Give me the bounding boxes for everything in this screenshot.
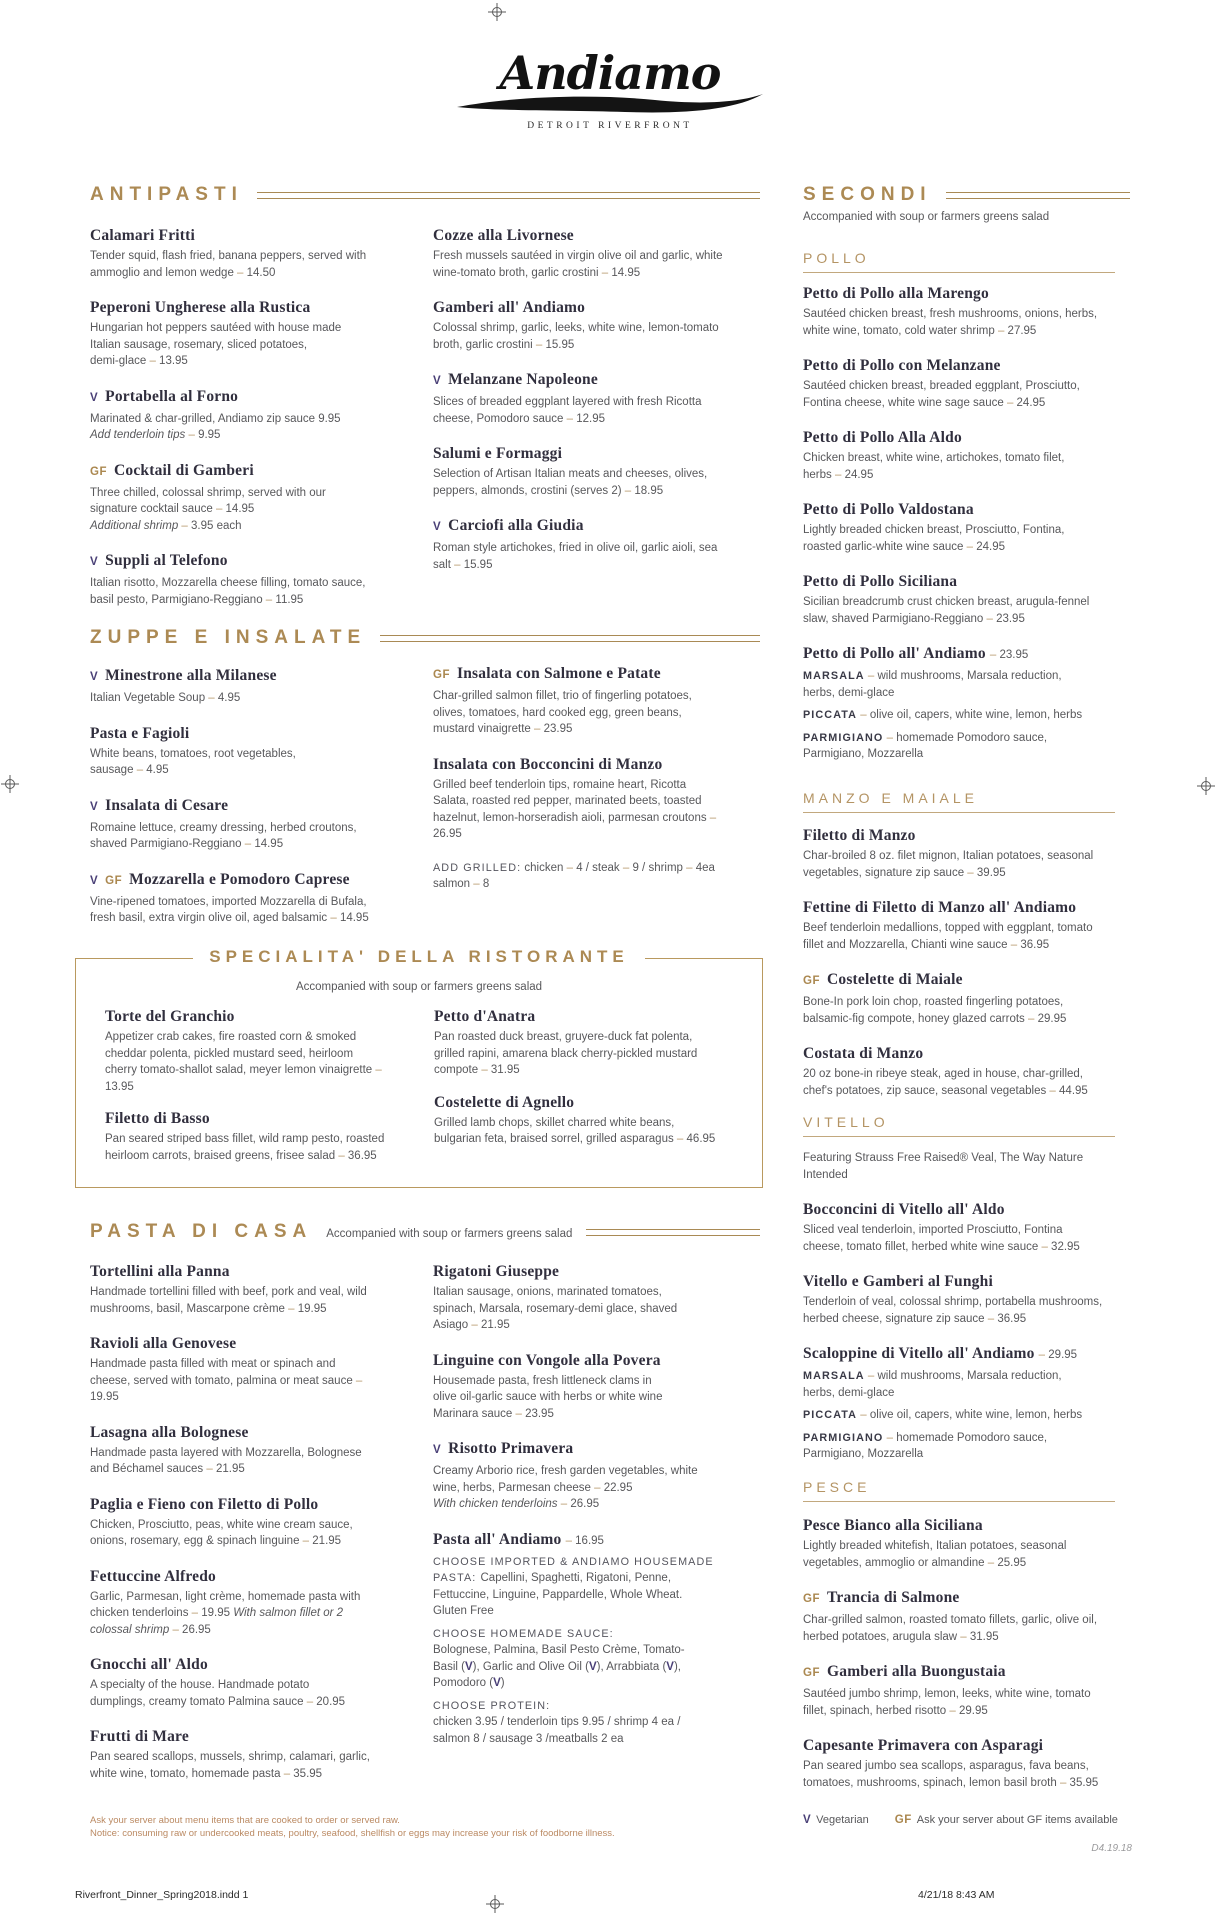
item-desc-line: 13.95: [105, 1080, 134, 1093]
registration-mark-left: [1, 775, 19, 793]
item-desc-line: mustard vinaigrette – 23.95: [433, 723, 573, 735]
menu-item: [105, 1007, 427, 1095]
item-desc-line: With chicken tenderloins – 26.95: [433, 1498, 600, 1510]
item-desc-line: Sautéed chicken breast, fresh mushrooms, onions, herbs,: [803, 308, 1098, 320]
item-desc-line: wine-tomato broth, garlic crostini – 14.95: [433, 266, 641, 279]
item-desc-line: tomatoes, mushrooms, spinach, lemon basil broth – 35.95: [803, 1776, 1099, 1789]
item-name: Calamari Fritti: [90, 227, 196, 244]
pasta-items-left: [90, 1262, 425, 1799]
item-desc-line: shaved Parmigiano-Reggiano – 14.95: [90, 838, 284, 850]
item-desc-line: heirloom carrots, braised greens, frisee salad – 36.95: [105, 1149, 377, 1162]
item-name: Capesante Primavera con Asparagi: [803, 1737, 1044, 1754]
section-rule: [586, 1229, 760, 1236]
footer-notice-line1: Ask your server about menu items that are cooked to order or served raw.: [90, 1815, 400, 1826]
item-name: Petto di Pollo all' Andiamo – 23.95: [803, 645, 1029, 662]
menu-item: [803, 1516, 1138, 1571]
item-desc-line: Handmade pasta filled with meat or spinach and: [90, 1358, 336, 1370]
vegetarian-marker: V: [803, 1814, 812, 1826]
item-name: GF Insalata con Salmone e Patate: [433, 665, 661, 682]
item-desc-line: cheese, tomato fillet, herbed white wine sauce – 32.95: [803, 1240, 1080, 1253]
item-desc-line: Appetizer crab cakes, fire roasted corn & smoked: [105, 1031, 357, 1043]
item-price: – 23.95: [989, 649, 1029, 661]
item-desc-line: PARMIGIANO – homemade Pomodoro sauce,: [803, 1431, 1048, 1444]
menu-item: [803, 284, 1138, 339]
subsection-header-vitello: VITELLO: [803, 1114, 1115, 1137]
item-desc-line: olives, tomatoes, hard cooked egg, green beans,: [433, 706, 682, 719]
menu-version-note: D4.19.18: [1091, 1843, 1132, 1854]
item-desc-line: 20 oz bone-in ribeye steak, aged in house, char-grilled,: [803, 1068, 1084, 1080]
item-desc-line: onions, rosemary, egg & spinach linguine – 21.95: [90, 1535, 342, 1547]
item-desc-line: wine, herbs, Parmesan cheese – 22.95: [433, 1481, 633, 1494]
item-desc-line: chicken 3.95 / tenderloin tips 9.95 / shrimp 4 ea /: [433, 1716, 681, 1728]
menu-item: [803, 826, 1138, 881]
menu-item: [433, 298, 768, 353]
menu-item: [803, 644, 1138, 763]
item-name: V Carciofi alla Giudia: [433, 517, 584, 534]
menu-item: [434, 1093, 756, 1148]
gluten-free-marker: GF: [803, 1667, 820, 1679]
item-desc-line: Pan seared scallops, mussels, shrimp, calamari, garlic,: [90, 1751, 370, 1763]
item-desc-line: Fettuccine, Linguine, Pappardelle, Whole Wheat.: [433, 1588, 683, 1601]
item-desc-line: MARSALA – wild mushrooms, Marsala reduction,: [803, 1370, 1062, 1382]
menu-item: [90, 551, 425, 608]
antipasti-items-left: [90, 226, 425, 625]
item-desc-line: Basil (V), Garlic and Olive Oil (V), Arrabbiata (V),: [433, 1660, 681, 1673]
item-name: Paglia e Fieno con Filetto di Pollo: [90, 1495, 319, 1513]
menu-item: [433, 516, 768, 573]
item-desc-line: Gluten Free: [433, 1605, 494, 1617]
item-name: V Insalata di Cesare: [90, 796, 229, 814]
item-name: Cozze alla Livornese: [433, 227, 574, 244]
item-name: Salumi e Formaggi: [433, 445, 563, 462]
menu-item: [433, 755, 768, 843]
item-desc-line: Beef tenderloin medallions, topped with eggplant, tomato: [803, 922, 1093, 934]
item-desc-line: Pomodoro (V): [433, 1677, 505, 1689]
subsection-header-manzo: MANZO E MAIALE: [803, 790, 1115, 813]
item-desc-line: Sautéed jumbo shrimp, lemon, leeks, white wine, tomato: [803, 1688, 1091, 1700]
item-name: GF Trancia di Salmone: [803, 1589, 960, 1606]
secondi-note: Accompanied with soup or farmers greens salad: [803, 211, 1050, 223]
item-name: Fettine di Filetto di Manzo all' Andiamo: [803, 899, 1077, 916]
item-name: Costata di Manzo: [803, 1045, 924, 1062]
item-name: Tortellini alla Panna: [90, 1263, 230, 1280]
item-desc-line: Salata, roasted red pepper, marinated beets, toasted: [433, 795, 702, 807]
item-desc-line: slaw, shaved Parmigiano-Reggiano – 23.95: [803, 612, 1025, 625]
item-desc-line: Bolognese, Palmina, Basil Pesto Crème, Tomato-: [433, 1644, 685, 1656]
vegetarian-marker: V: [90, 874, 99, 887]
item-desc-line: 19.95: [90, 1391, 119, 1403]
item-name: Petto di Pollo Alla Aldo: [803, 429, 962, 446]
zuppe-items-left: [90, 666, 425, 944]
item-desc-line: vegetables, signature zip sauce – 39.95: [803, 866, 1006, 879]
item-desc-line: salmon – 8: [433, 878, 490, 890]
menu-item: [433, 1530, 768, 1748]
menu-item: [803, 1736, 1138, 1791]
section-header-antipasti: [90, 184, 760, 206]
section-header-specialita: [76, 947, 762, 967]
menu-item: [803, 572, 1138, 627]
item-name: V GF Mozzarella e Pomodoro Caprese: [90, 870, 350, 888]
menu-item: [433, 1262, 768, 1334]
item-desc-line: mushrooms, basil, Mascarpone crème – 19.95: [90, 1302, 327, 1315]
item-name: Scaloppine di Vitello all' Andiamo – 29.95: [803, 1345, 1078, 1362]
item-name: Ravioli alla Genovese: [90, 1335, 237, 1352]
menu-item: [803, 428, 1138, 483]
item-desc-line: peppers, almonds, crostini (serves 2) – 18.95: [433, 484, 664, 497]
footer-legend: [803, 1814, 1118, 1826]
item-desc-line: herbed potatoes, arugula slaw – 31.95: [803, 1630, 999, 1643]
item-name: Petto di Pollo alla Marengo: [803, 285, 989, 302]
item-desc-line: Italian Vegetable Soup – 4.95: [90, 692, 241, 704]
menu-item: [105, 1109, 427, 1164]
item-desc-line: white wine, tomato, homemade pasta – 35.95: [90, 1767, 323, 1780]
menu-item: [803, 1272, 1138, 1327]
item-desc-line: herbs, demi-glace: [803, 686, 895, 699]
item-name: Lasagna alla Bolognese: [90, 1423, 249, 1441]
item-desc-line: Lightly breaded whitefish, Italian potatoes, seasonal: [803, 1540, 1067, 1552]
menu-item: [803, 1200, 1138, 1255]
menu-item: [90, 724, 425, 779]
item-desc-line: fillet and Mozzarella, Chianti wine sauce – 36.95: [803, 938, 1050, 951]
item-desc-line: herbs – 24.95: [803, 468, 874, 481]
item-desc-line: broth, garlic crostini – 15.95: [433, 338, 575, 351]
item-desc-line: PARMIGIANO – homemade Pomodoro sauce,: [803, 731, 1048, 744]
item-name: Filetto di Basso: [105, 1110, 210, 1127]
item-desc-line: Tenderloin of veal, colossal shrimp, portabella mushrooms,: [803, 1296, 1103, 1308]
menu-item: [90, 1262, 425, 1317]
item-desc-line: Featuring Strauss Free Raised® Veal, The Way Nature: [803, 1152, 1084, 1164]
item-desc-line: Grilled lamb chops, skillet charred white beans,: [434, 1116, 675, 1129]
section-rule: [257, 192, 760, 199]
section-header-zuppe: [90, 627, 760, 649]
item-name: V Suppli al Telefono: [90, 552, 228, 569]
item-desc-line: salmon 8 / sausage 3 /meatballs 2 ea: [433, 1732, 624, 1745]
footer-notice-line2: Notice: consuming raw or undercooked meats, poultry, seafood, shellfish or eggs may increase your risk of foodborne illness.: [90, 1828, 615, 1839]
item-desc-line: Three chilled, colossal shrimp, served with our: [90, 486, 326, 499]
subsection-header-pesce: PESCE: [803, 1479, 1115, 1502]
menu-item: [90, 1334, 425, 1406]
menu-item: [90, 1495, 425, 1550]
item-desc-line: Sliced veal tenderloin, imported Prosciutto, Fontina: [803, 1224, 1063, 1236]
item-desc-line: Handmade tortellini filled with beef, pork and veal, wild: [90, 1286, 367, 1298]
item-name: GF Gamberi alla Buongustaia: [803, 1663, 1006, 1680]
item-desc-line: PICCATA – olive oil, capers, white wine, lemon, herbs: [803, 709, 1083, 721]
menu-item: [803, 1588, 1138, 1645]
menu-item: [90, 298, 425, 370]
item-desc-line: cherry tomato-shallot salad, meyer lemon vinaigrette –: [105, 1064, 382, 1076]
item-name: GF Costelette di Maiale: [803, 971, 963, 988]
item-name: Bocconcini di Vitello all' Aldo: [803, 1201, 1005, 1218]
item-desc-line: dumplings, creamy tomato Palmina sauce – 20.95: [90, 1695, 346, 1708]
item-desc-line: MARSALA – wild mushrooms, Marsala reduction,: [803, 670, 1062, 682]
item-name: Frutti di Mare: [90, 1728, 189, 1745]
specialita-note: Accompanied with soup or farmers greens salad: [295, 981, 543, 993]
menu-item: [803, 898, 1138, 953]
vegetarian-marker: V: [90, 671, 99, 683]
section-rule: [380, 635, 760, 642]
item-desc-line: Char-broiled 8 oz. filet mignon, Italian potatoes, seasonal: [803, 850, 1094, 862]
registration-mark-top: [488, 3, 506, 21]
registration-mark-bottom: [486, 1895, 504, 1913]
section-title: ZUPPE E INSALATE: [90, 627, 367, 648]
item-desc-line: Italian sausage, onions, marinated tomatoes,: [433, 1286, 662, 1298]
registration-mark-right: [1197, 777, 1215, 795]
item-name: Pasta all' Andiamo – 16.95: [433, 1530, 604, 1548]
item-desc-line: colossal shrimp – 26.95: [90, 1623, 211, 1636]
menu-item: [434, 1007, 756, 1079]
item-name: GF Cocktail di Gamberi: [90, 461, 254, 479]
vegetarian-marker: V: [433, 521, 442, 533]
item-desc-line: Intended: [803, 1168, 848, 1181]
vegetarian-marker: V: [90, 800, 99, 813]
item-price: – 16.95: [565, 1534, 604, 1547]
section-header-pasta: [90, 1221, 760, 1243]
menu-item: [433, 444, 768, 499]
item-name: Fettuccine Alfredo: [90, 1567, 216, 1585]
item-desc-line: chef's potatoes, zip sauce, seasonal vegetables – 44.95: [803, 1084, 1088, 1097]
section-rule: [946, 192, 1130, 199]
item-desc-line: demi-glace – 13.95: [90, 355, 188, 367]
item-desc-line: balsamic-fig compote, honey glazed carrots – 29.95: [803, 1012, 1067, 1025]
specialita-items-left: [105, 1007, 427, 1178]
item-name: V Minestrone alla Milanese: [90, 667, 277, 684]
item-desc-line: Char-grilled salmon fillet, trio of fingerling potatoes,: [433, 690, 692, 702]
item-name: V Melanzane Napoleone: [433, 371, 598, 388]
item-desc-line: herbs, demi-glace: [803, 1386, 895, 1399]
item-desc-line: Grilled beef tenderloin tips, romaine heart, Ricotta: [433, 778, 687, 791]
item-desc-line: Pan seared jumbo sea scallops, asparagus, fava beans,: [803, 1760, 1089, 1772]
item-desc-line: CHOOSE IMPORTED & ANDIAMO HOUSEMADE: [433, 1555, 714, 1568]
item-desc-line: ADD GRILLED: chicken – 4 / steak – 9 / shrimp – 4ea: [433, 861, 715, 874]
item-desc-line: Chicken breast, white wine, artichokes, tomato filet,: [803, 452, 1065, 464]
item-desc-line: Fresh mussels sautéed in virgin olive oil and garlic, white: [433, 250, 723, 262]
item-desc-line: Chicken, Prosciutto, peas, white wine cream sauce,: [90, 1518, 353, 1531]
menu-item: [803, 970, 1138, 1027]
item-desc-line: Pan roasted duck breast, gruyere-duck fat polenta,: [434, 1031, 693, 1043]
item-desc-line: ammoglio and lemon wedge – 14.50: [90, 266, 276, 279]
menu-item: [433, 370, 768, 427]
menu-item: [803, 1344, 1138, 1463]
print-slug-timestamp: 4/21/18 8:43 AM: [918, 1889, 995, 1901]
vegetarian-label: Vegetarian: [816, 1814, 869, 1826]
item-desc-line: cheese, Pomodoro sauce – 12.95: [433, 412, 605, 425]
item-name: Peperoni Ungherese alla Rustica: [90, 299, 311, 316]
item-desc-line: grilled rapini, amarena black cherry-pickled mustard: [434, 1047, 698, 1060]
menu-item: [803, 1662, 1138, 1719]
item-desc-line: Italian sausage, rosemary, sliced potatoes,: [90, 338, 308, 351]
gluten-free-marker: GF: [894, 1814, 912, 1826]
item-desc-line: White beans, tomatoes, root vegetables,: [90, 747, 296, 760]
menu-item: [90, 226, 425, 281]
section-title: SECONDI: [803, 184, 932, 205]
item-name: Gnocchi all' Aldo: [90, 1656, 208, 1673]
item-name: Costelette di Agnello: [434, 1093, 575, 1111]
vegetarian-marker: V: [433, 375, 442, 387]
item-name: Petto di Pollo Siciliana: [803, 573, 958, 590]
item-desc-line: and Béchamel sauces – 21.95: [90, 1463, 245, 1475]
item-name: Insalata con Bocconcini di Manzo: [433, 755, 663, 773]
item-desc-line: sausage – 4.95: [90, 764, 169, 776]
item-desc-line: compote – 31.95: [434, 1064, 520, 1076]
item-desc-line: Parmigiano, Mozzarella: [803, 1448, 924, 1460]
item-desc-line: 26.95: [433, 828, 462, 840]
menu-item: [803, 500, 1138, 555]
pasta-items-middle: [433, 1262, 768, 1764]
item-price: – 29.95: [1038, 1349, 1078, 1361]
item-desc-line: Hungarian hot peppers sautéed with house made: [90, 322, 342, 334]
menu-item: [803, 1044, 1138, 1099]
menu-item: [90, 1423, 425, 1478]
gluten-free-marker: GF: [90, 465, 107, 478]
item-desc-line: fillet, spinach, herbed risotto – 29.95: [803, 1704, 988, 1717]
item-name: Torte del Granchio: [105, 1008, 235, 1025]
manzo-items: [803, 826, 1138, 1116]
menu-item: [90, 1655, 425, 1710]
item-desc-line: Additional shrimp – 3.95 each: [90, 519, 242, 532]
menu-item: [433, 226, 768, 281]
antipasti-items-middle: [433, 226, 768, 590]
item-desc-line: Creamy Arborio rice, fresh garden vegetables, white: [433, 1465, 698, 1477]
pesce-items: [803, 1516, 1138, 1808]
item-desc-line: A specialty of the house. Handmade potato: [90, 1679, 310, 1691]
item-desc-line: CHOOSE PROTEIN:: [433, 1699, 551, 1712]
specialita-items-right: [434, 1007, 756, 1162]
item-desc-line: Slices of breaded eggplant layered with fresh Ricotta: [433, 396, 702, 408]
item-desc-line: Handmade pasta layered with Mozzarella, Bolognese: [90, 1446, 362, 1459]
item-desc-line: white wine, tomato, cold water shrimp – 27.95: [803, 324, 1037, 337]
item-name: Petto di Pollo Valdostana: [803, 501, 974, 518]
item-desc-line: Add tenderloin tips – 9.95: [90, 429, 221, 441]
item-desc-line: spinach, Marsala, rosemary-demi glace, shaved: [433, 1302, 678, 1315]
item-name: Gamberi all' Andiamo: [433, 299, 586, 316]
item-name: Pesce Bianco alla Siciliana: [803, 1517, 983, 1534]
section-header-secondi: [803, 184, 1130, 206]
item-desc-line: basil pesto, Parmigiano-Reggiano – 11.95: [90, 593, 304, 606]
menu-item: [433, 1439, 768, 1513]
item-name: V Portabella al Forno: [90, 387, 239, 405]
item-desc-line: Parmigiano, Mozzarella: [803, 748, 924, 760]
menu-item: [433, 860, 768, 893]
item-desc-line: Vine-ripened tomatoes, imported Mozzarella di Bufala,: [90, 895, 367, 908]
item-desc-line: Italian risotto, Mozzarella cheese filling, tomato sauce,: [90, 577, 366, 589]
menu-item: [433, 664, 768, 738]
menu-item: [90, 1567, 425, 1639]
item-name: Vitello e Gamberi al Funghi: [803, 1273, 993, 1290]
pasta-note: Accompanied with soup or farmers greens salad: [326, 1227, 573, 1240]
menu-item: [803, 356, 1138, 411]
vegetarian-marker: V: [90, 391, 99, 404]
gluten-free-label: Ask your server about GF items available: [916, 1814, 1118, 1826]
item-name: Linguine con Vongole alla Povera: [433, 1351, 661, 1369]
item-desc-line: Sicilian breadcrumb crust chicken breast, arugula-fennel: [803, 596, 1090, 608]
item-name: Filetto di Manzo: [803, 827, 916, 844]
item-desc-line: cheese, served with tomato, palmina or meat sauce –: [90, 1374, 363, 1387]
item-desc-line: Colossal shrimp, garlic, leeks, white wine, lemon-tomato: [433, 322, 719, 334]
item-desc-line: herbed cheese, signature zip sauce – 36.95: [803, 1312, 1027, 1325]
menu-item: [803, 1150, 1138, 1183]
item-name: Rigatoni Giuseppe: [433, 1263, 560, 1280]
vitello-items: [803, 1150, 1138, 1480]
logo-wordmark: Andiamo: [499, 46, 721, 100]
gluten-free-marker: GF: [433, 669, 450, 681]
item-desc-line: Char-grilled salmon, roasted tomato fillets, garlic, olive oil,: [803, 1614, 1098, 1626]
item-desc-line: chicken tenderloins – 19.95 With salmon fillet or 2: [90, 1607, 344, 1619]
item-name: Pasta e Fagioli: [90, 724, 190, 742]
item-desc-line: PASTA: Capellini, Spaghetti, Rigatoni, Penne,: [433, 1572, 672, 1584]
footer-notice: [90, 1814, 615, 1840]
item-desc-line: Selection of Artisan Italian meats and cheeses, olives,: [433, 468, 708, 480]
item-desc-line: hazelnut, lemon-horseradish aioli, parmesan croutons –: [433, 811, 717, 824]
item-desc-line: bulgarian feta, braised sorrel, grilled asparagus – 46.95: [434, 1133, 716, 1145]
item-name: V Risotto Primavera: [433, 1440, 574, 1457]
section-title: PASTA DI CASA: [90, 1221, 313, 1242]
menu-item: [90, 870, 425, 927]
item-desc-line: Marinated & char-grilled, Andiamo zip sauce 9.95: [90, 412, 341, 425]
vegetarian-marker: V: [433, 1444, 442, 1456]
section-title: SPECIALITA' DELLA RISTORANTE: [193, 947, 645, 966]
item-desc-line: vegetables, ammoglio or almandine – 25.95: [803, 1556, 1027, 1569]
menu-item: [90, 796, 425, 853]
item-desc-line: Lightly breaded chicken breast, Prosciutto, Fontina,: [803, 524, 1065, 536]
zuppe-items-middle: [433, 664, 768, 910]
item-desc-line: olive oil-garlic sauce with herbs or white wine: [433, 1391, 663, 1403]
item-desc-line: roasted garlic-white wine sauce – 24.95: [803, 540, 1006, 553]
item-desc-line: Tender squid, flash fried, banana peppers, served with: [90, 250, 367, 262]
specialita-box: [75, 947, 763, 1188]
item-desc-line: cheddar polenta, pickled mustard seed, heirloom: [105, 1047, 354, 1060]
item-desc-line: Housemade pasta, fresh littleneck clams in: [433, 1374, 652, 1387]
menu-item: [90, 1727, 425, 1782]
vegetarian-marker: V: [90, 556, 99, 568]
item-name: Petto d'Anatra: [434, 1008, 536, 1025]
item-desc-line: Sautéed chicken breast, breaded eggplant, Prosciutto,: [803, 380, 1080, 392]
item-desc-line: Bone-In pork loin chop, roasted fingerling potatoes,: [803, 996, 1064, 1008]
item-desc-line: salt – 15.95: [433, 558, 493, 571]
item-desc-line: CHOOSE HOMEMADE SAUCE:: [433, 1627, 614, 1640]
section-title: ANTIPASTI: [90, 184, 243, 205]
gluten-free-marker: GF: [803, 975, 820, 987]
menu-item: [90, 666, 425, 707]
item-desc-line: Fontina cheese, white wine sage sauce – 24.95: [803, 396, 1046, 409]
logo-tagline: DETROIT RIVERFRONT: [527, 121, 693, 131]
item-desc-line: Roman style artichokes, fried in olive oil, garlic aioli, sea: [433, 542, 718, 554]
item-name: Petto di Pollo con Melanzane: [803, 357, 1001, 374]
item-desc-line: signature cocktail sauce – 14.95: [90, 503, 255, 515]
item-desc-line: Romaine lettuce, creamy dressing, herbed croutons,: [90, 821, 357, 834]
menu-item: [90, 387, 425, 444]
subsection-header-pollo: POLLO: [803, 250, 1115, 273]
item-desc-line: fresh basil, extra virgin olive oil, aged balsamic – 14.95: [90, 912, 369, 924]
item-desc-line: Marinara sauce – 23.95: [433, 1407, 554, 1420]
menu-item: [433, 1351, 768, 1423]
gluten-free-marker: GF: [803, 1593, 820, 1605]
menu-item: [90, 461, 425, 535]
item-desc-line: Pan seared striped bass fillet, wild ramp pesto, roasted: [105, 1133, 385, 1145]
gluten-free-marker: GF: [105, 874, 123, 887]
item-desc-line: Garlic, Parmesan, light crème, homemade pasta with: [90, 1590, 361, 1603]
pollo-items: [803, 284, 1138, 780]
item-desc-line: Asiago – 21.95: [433, 1319, 510, 1331]
print-slug-filename: Riverfront_Dinner_Spring2018.indd 1: [75, 1889, 249, 1901]
restaurant-logo: [430, 48, 790, 131]
item-desc-line: PICCATA – olive oil, capers, white wine, lemon, herbs: [803, 1409, 1083, 1421]
